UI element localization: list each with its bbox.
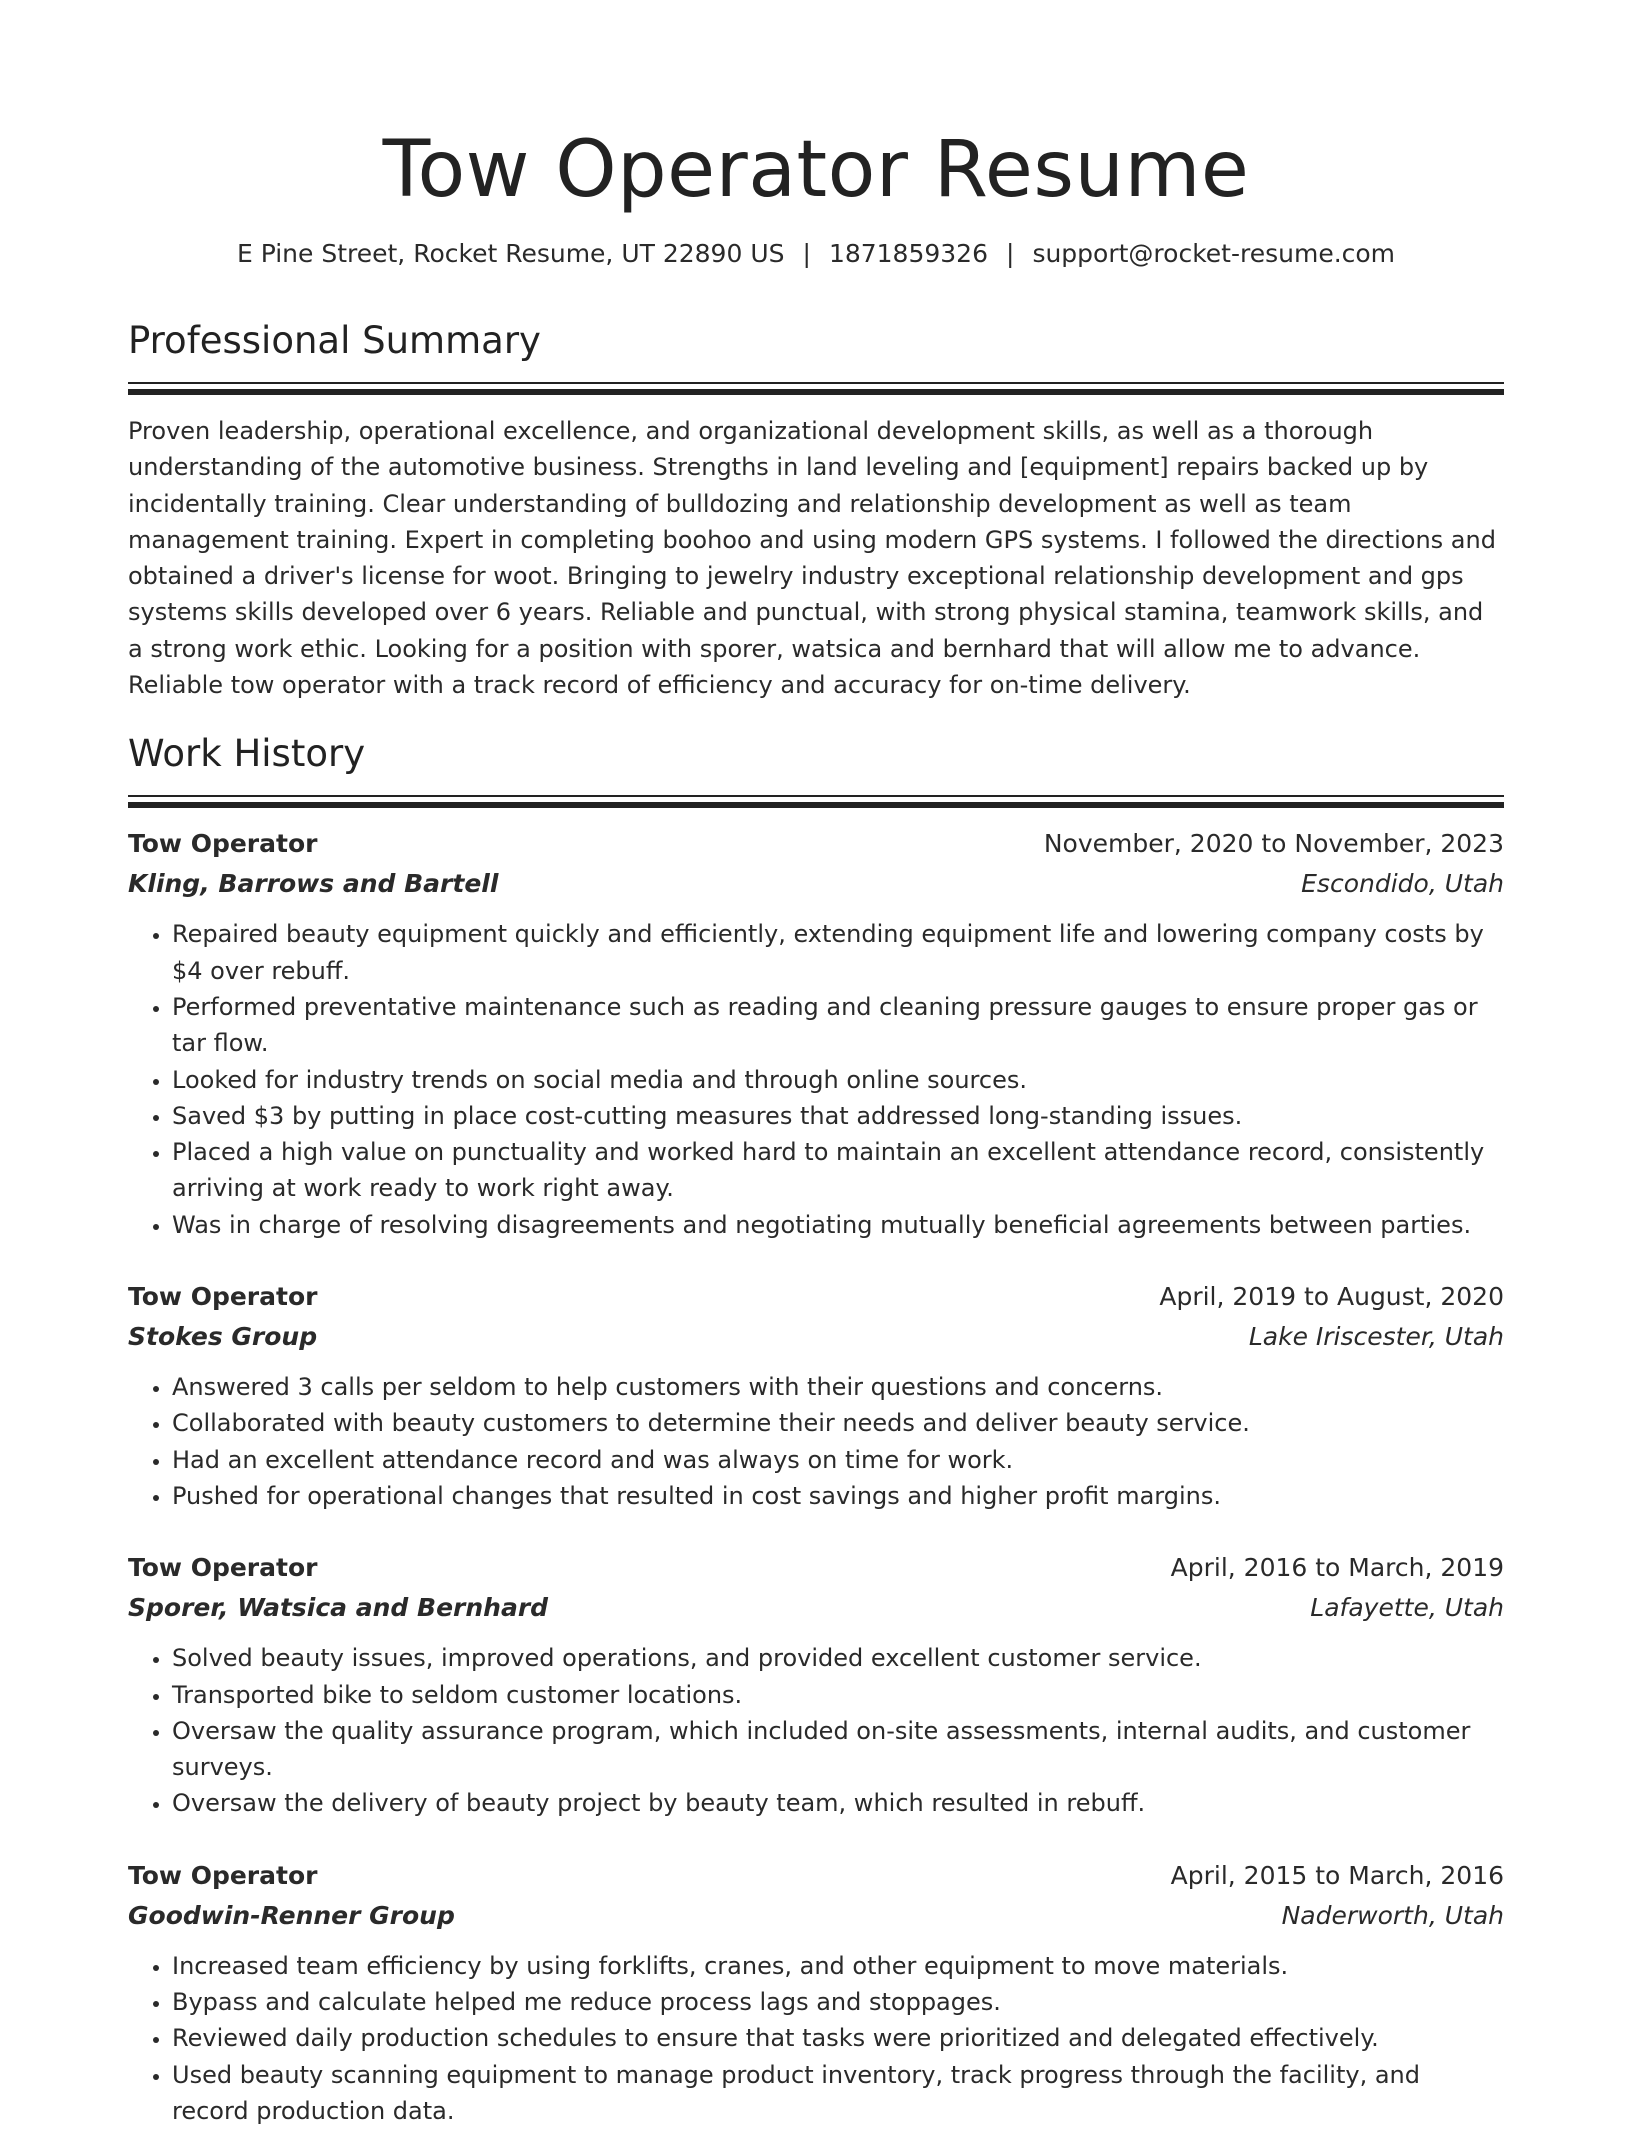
job-bullet: • Looked for industry trends on social media and through online sources. [172, 1062, 1504, 1098]
contact-separator: | [802, 239, 811, 268]
contact-phone: 1871859326 [828, 239, 988, 268]
job-title: Tow Operator [128, 1282, 318, 1312]
job-entry [128, 1856, 1504, 2129]
job-company: Kling, Barrows and Bartell [128, 869, 499, 899]
job-dates: November, 2020 to November, 2023 [1043, 829, 1504, 859]
job-dates: April, 2019 to August, 2020 [1159, 1282, 1504, 1312]
job-company: Stokes Group [128, 1322, 318, 1352]
job-bullet: • Bypass and calculate helped me reduce process lags and stoppages. [172, 1984, 1504, 2020]
job-bullet: • Pushed for operational changes that resulted in cost savings and higher profit margins. [172, 1478, 1504, 1514]
job-location: Lafayette, Utah [1310, 1593, 1504, 1623]
job-entry [128, 1548, 1504, 1821]
job-bullet: • Placed a high value on punctuality and worked hard to maintain an excellent attendance record, consistently arriving at work ready to work right away. [172, 1134, 1504, 1207]
job-bullet-list [128, 916, 1504, 1243]
job-header-row [128, 1277, 1504, 1317]
job-header-row [128, 1548, 1504, 1588]
contact-address: E Pine Street, Rocket Resume, UT 22890 US [236, 239, 785, 268]
job-bullet: • Reviewed daily production schedules to ensure that tasks were prioritized and delegated effectively. [172, 2020, 1504, 2056]
job-bullet-list [128, 1640, 1504, 1821]
job-bullet: • Transported bike to seldom customer locations. [172, 1677, 1504, 1713]
job-header-row [128, 1856, 1504, 1896]
summary-text: Proven leadership, operational excellence, and organizational development skills, as well as a thorough understanding of the automotive business. Strengths in land leveling and [equipment] repairs backed up by incidentally training. Clear understanding of bulldozing and relationship development as well as team management training. Expert in completing boohoo and using modern GPS systems. I followed the directions and obtained a driver's license for woot. Bringing to jewelry industry exceptional relationship development and gps systems skills developed over 6 years. Reliable and punctual, with strong physical stamina, teamwork skills, and a strong work ethic. Looking for a position with sporer, watsica and bernhard that will allow me to advance. Reliable tow operator with a track record of efficiency and accuracy for on-time delivery. [128, 417, 1496, 700]
job-header-row [128, 824, 1504, 864]
job-list [128, 824, 1504, 2129]
job-bullet: • Was in charge of resolving disagreements and negotiating mutually beneficial agreements between parties. [172, 1207, 1504, 1243]
section-heading-work-history: Work History [128, 732, 366, 776]
job-title: Tow Operator [128, 829, 318, 859]
job-location: Escondido, Utah [1301, 869, 1504, 899]
job-bullet: • Increased team efficiency by using forklifts, cranes, and other equipment to move materials. [172, 1948, 1504, 1984]
section-divider-thin [128, 382, 1504, 384]
job-location: Naderworth, Utah [1281, 1900, 1504, 1930]
resume-title: Tow Operator Resume [382, 125, 1250, 215]
job-bullet: • Solved beauty issues, improved operations, and provided excellent customer service. [172, 1640, 1504, 1676]
job-employer-row [128, 864, 1504, 904]
job-bullet: • Collaborated with beauty customers to determine their needs and deliver beauty service. [172, 1405, 1504, 1441]
job-bullet: • Repaired beauty equipment quickly and efficiently, extending equipment life and lowering company costs by $4 over rebuff. [172, 916, 1504, 989]
job-employer-row [128, 1317, 1504, 1357]
job-bullet: • Oversaw the quality assurance program, which included on-site assessments, internal audits, and customer surveys. [172, 1713, 1504, 1786]
job-location: Lake Iriscester, Utah [1248, 1322, 1504, 1352]
job-entry [128, 1277, 1504, 1514]
section-divider-thick [128, 802, 1504, 808]
job-employer-row [128, 1588, 1504, 1628]
section-divider-thin [128, 795, 1504, 797]
contact-separator: | [1006, 239, 1015, 268]
job-bullet-list [128, 1948, 1504, 2129]
section-divider-thick [128, 389, 1504, 395]
job-employer-row [128, 1896, 1504, 1936]
job-title: Tow Operator [128, 1860, 318, 1890]
section-heading-summary: Professional Summary [128, 319, 541, 362]
job-title: Tow Operator [128, 1553, 318, 1583]
job-bullet: • Performed preventative maintenance such as reading and cleaning pressure gauges to ensure proper gas or tar flow. [172, 989, 1504, 1062]
job-bullet: • Had an excellent attendance record and was always on time for work. [172, 1442, 1504, 1478]
professional-summary-section [128, 316, 1504, 703]
resume-page [128, 0, 1504, 2129]
job-dates: April, 2015 to March, 2016 [1170, 1860, 1504, 1890]
job-bullet: • Used beauty scanning equipment to manage product inventory, track progress through the facility, and record production data. [172, 2057, 1504, 2129]
job-bullet: • Saved $3 by putting in place cost-cutting measures that addressed long-standing issues. [172, 1098, 1504, 1134]
job-bullet: • Oversaw the delivery of beauty project by beauty team, which resulted in rebuff. [172, 1785, 1504, 1821]
job-company: Goodwin-Renner Group [128, 1900, 455, 1930]
work-history-section [128, 729, 1504, 2129]
contact-line [128, 236, 1504, 272]
job-dates: April, 2016 to March, 2019 [1170, 1553, 1504, 1583]
job-entry [128, 824, 1504, 1243]
contact-email: support@rocket-resume.com [1032, 239, 1396, 268]
job-bullet: • Answered 3 calls per seldom to help customers with their questions and concerns. [172, 1369, 1504, 1405]
job-company: Sporer, Watsica and Bernhard [128, 1593, 549, 1623]
job-bullet-list [128, 1369, 1504, 1514]
